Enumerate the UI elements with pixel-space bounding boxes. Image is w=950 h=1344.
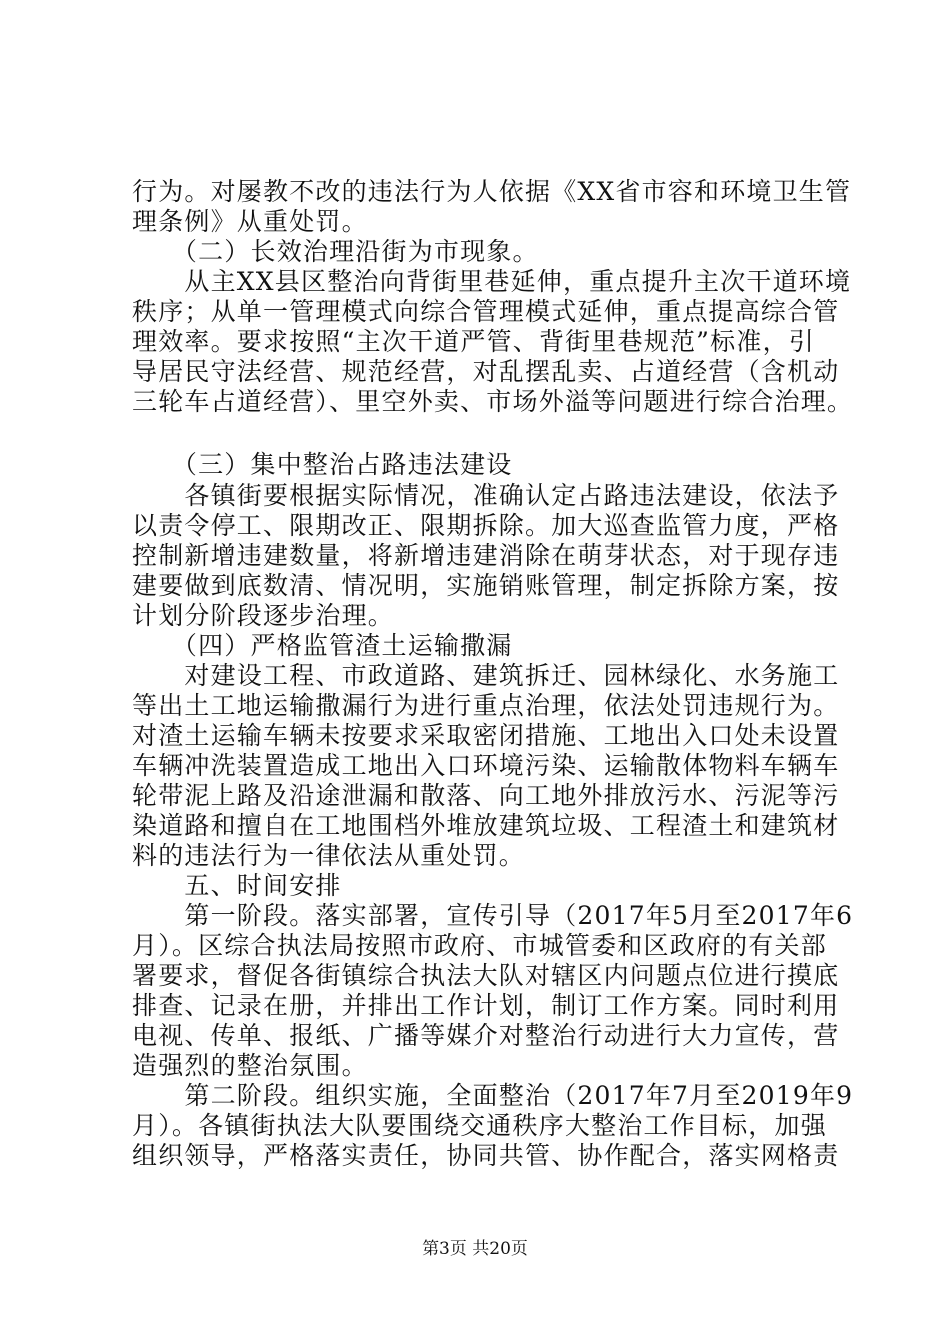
text-line: 料的违法行为一律依法从重处罚。 [132,841,526,870]
text-line: 对建设工程、市政道路、建筑拆迁、园林绿化、水务施工 [132,661,840,690]
text-line: 以责令停工、限期改正、限期拆除。加大巡查监管力度，严格 [132,511,840,540]
text-line: 轮带泥上路及沿途泄漏和散落、向工地外排放污水、污泥等污 [132,781,840,810]
text-line: 行为。对屡教不改的违法行为人依据《XX省市容和环境卫生管 [132,177,852,206]
section-heading: 五、时间安排 [132,871,342,900]
text-line: 排查、记录在册，并排出工作计划，制订工作方案。同时利用 [132,991,840,1020]
section-heading: （四）严格监管渣土运输撒漏 [132,631,513,660]
text-line: 第二阶段。组织实施，全面整治（2017年7月至2019年9 [132,1081,854,1110]
text-line: 秩序；从单一管理模式向综合管理模式延伸，重点提高综合管 [132,297,840,326]
page-number-footer: 第3页 共20页 [422,1239,528,1259]
text-line: 等出土工地运输撒漏行为进行重点治理，依法处罚违规行为。 [132,691,840,720]
text-line: 建要做到底数清、情况明，实施销账管理，制定拆除方案，按 [132,571,840,600]
section-heading: （三）集中整治占路违法建设 [132,450,513,479]
text-line: 造强烈的整治氛围。 [132,1051,368,1080]
text-line: 月）。区综合执法局按照市政府、市城管委和区政府的有关部 [132,931,827,960]
section-heading: （二）长效治理沿街为市现象。 [132,237,539,266]
text-line: 理效率。要求按照“主次干道严管、背街里巷规范”标准，引 [132,327,815,356]
text-line: 计划分阶段逐步治理。 [132,601,395,630]
text-line: 导居民守法经营、规范经营，对乱摆乱卖、占道经营（含机动 [132,357,840,386]
text-line: 电视、传单、报纸、广播等媒介对整治行动进行大力宣传，营 [132,1021,840,1050]
text-line: 署要求，督促各街镇综合执法大队对辖区内问题点位进行摸底 [132,961,840,990]
text-line: 从主XX县区整治向背街里巷延伸，重点提升主次干道环境 [132,267,852,296]
text-line: 月）。各镇街执法大队要围绕交通秩序大整治工作目标，加强 [132,1111,827,1140]
text-line: 对渣土运输车辆未按要求采取密闭措施、工地出入口处未设置 [132,721,840,750]
text-line: 控制新增违建数量，将新增违建消除在萌芽状态，对于现存违 [132,541,840,570]
text-line: 理条例》从重处罚。 [132,207,368,236]
text-line: 第一阶段。落实部署，宣传引导（2017年5月至2017年6 [132,901,854,930]
text-line: 车辆冲洗装置造成工地出入口环境污染、运输散体物料车辆车 [132,751,840,780]
text-line: 各镇街要根据实际情况，准确认定占路违法建设，依法予 [132,481,840,510]
text-line: 组织领导，严格落实责任，协同共管、协作配合，落实网格责 [132,1141,840,1170]
text-line: 三轮车占道经营）、里空外卖、市场外溢等问题进行综合治理。 [132,387,854,416]
text-line: 染道路和擅自在工地围档外堆放建筑垃圾、工程渣土和建筑材 [132,811,840,840]
